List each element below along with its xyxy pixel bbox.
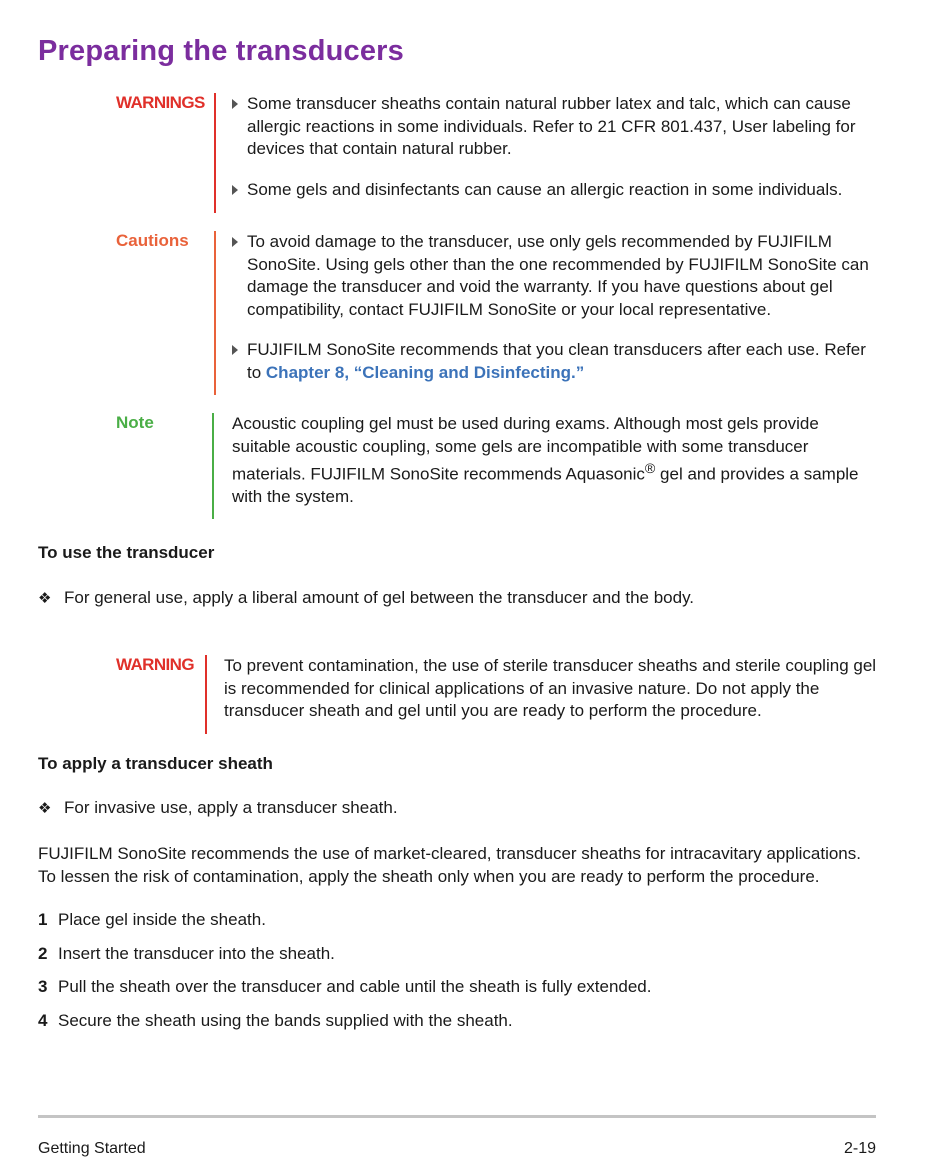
note-bar <box>212 413 214 519</box>
step-number: 3 <box>38 977 48 996</box>
step-item <box>38 1011 513 1031</box>
triangle-bullet-icon <box>232 237 238 247</box>
note-content <box>232 413 862 509</box>
note-label: Note <box>116 413 154 432</box>
warning-text: To prevent contamination, the use of sterile transducer sheaths and sterile coupling gel is recommended for clinical applications of an invasive nature. Do not apply the transducer sheath and gel until you are ready to perform the procedure. <box>224 656 877 720</box>
warning-item-text: Some gels and disinfectants can cause an allergic reaction in some individuals. <box>247 179 843 199</box>
footer-divider <box>38 1115 876 1118</box>
caution-item-text: FUJIFILM SonoSite recommends that you clean transducers after each use. Refer to <box>247 340 866 382</box>
step-item <box>38 944 335 964</box>
warnings-content <box>232 93 872 201</box>
diamond-bullet-icon: ❖ <box>38 590 52 607</box>
cautions-callout <box>38 231 878 395</box>
caution-item <box>232 231 872 321</box>
chapter-8-link[interactable]: Chapter 8, “Cleaning and Disinfecting.” <box>265 362 585 382</box>
warnings-label: WARNINGS <box>116 93 205 112</box>
step-text: Secure the sheath using the bands supplied with the sheath. <box>58 1011 513 1030</box>
use-bullet-text: For general use, apply a liberal amount of gel between the transducer and the body. <box>64 588 695 607</box>
page-title: Preparing the transducers <box>38 35 404 67</box>
section-heading-use: To use the transducer <box>38 543 215 562</box>
cautions-content <box>232 231 872 384</box>
sheath-bullet <box>38 798 398 818</box>
warning-content <box>224 655 879 723</box>
warning-item <box>232 93 872 161</box>
warning-label: WARNING <box>116 655 194 674</box>
triangle-bullet-icon <box>232 99 238 109</box>
step-text: Pull the sheath over the transducer and cable until the sheath is fully extended. <box>58 977 652 996</box>
triangle-bullet-icon <box>232 345 238 355</box>
step-item <box>38 910 266 930</box>
sheath-paragraph: FUJIFILM SonoSite recommends the use of market-cleared, transducer sheaths for intracavitary applications. To lessen the risk of contamination, apply the sheath only when you are ready to perform the procedure. <box>38 844 861 886</box>
warnings-callout <box>38 93 878 213</box>
warning-item-text: Some transducer sheaths contain natural rubber latex and talc, which can cause allergic reactions in some individuals. Refer to 21 CFR 801.437, User labeling for devices that contain natural rubber. <box>247 94 856 158</box>
step-text: Place gel inside the sheath. <box>58 910 266 929</box>
cautions-label: Cautions <box>116 231 189 250</box>
step-number: 4 <box>38 1011 48 1030</box>
registered-mark: ® <box>644 461 656 477</box>
caution-item <box>232 339 872 384</box>
warning-callout <box>38 655 878 734</box>
footer-page-number: 2-19 <box>843 1140 876 1157</box>
warning-bar <box>205 655 207 734</box>
warnings-bar <box>214 93 216 213</box>
step-item <box>38 977 652 997</box>
step-number: 1 <box>38 910 48 929</box>
footer-section-name: Getting Started <box>38 1140 146 1157</box>
triangle-bullet-icon <box>232 185 238 195</box>
section-heading-sheath: To apply a transducer sheath <box>38 754 273 773</box>
note-text-end: gel and provides a sample with the system. <box>232 464 859 507</box>
warning-item <box>232 179 872 202</box>
step-number: 2 <box>38 944 48 963</box>
cautions-bar <box>214 231 216 395</box>
step-text: Insert the transducer into the sheath. <box>58 944 335 963</box>
sheath-bullet-text: For invasive use, apply a transducer sheath. <box>64 798 398 817</box>
diamond-bullet-icon: ❖ <box>38 800 52 817</box>
caution-item-text: To avoid damage to the transducer, use only gels recommended by FUJIFILM SonoSite. Using gels other than the one recommended by FUJIFILM SonoSite can damage the transducer and void the warranty. If you have questions about gel compatibility, contact FUJIFILM SonoSite or your local representative. <box>247 232 869 319</box>
note-text: Acoustic coupling gel must be used during exams. Although most gels provide suitable acoustic coupling, some gels are incompatible with some transducer materials. FUJIFILM SonoSite recommends Aquasonic <box>232 414 819 484</box>
use-bullet <box>38 588 694 608</box>
note-callout <box>38 413 878 519</box>
